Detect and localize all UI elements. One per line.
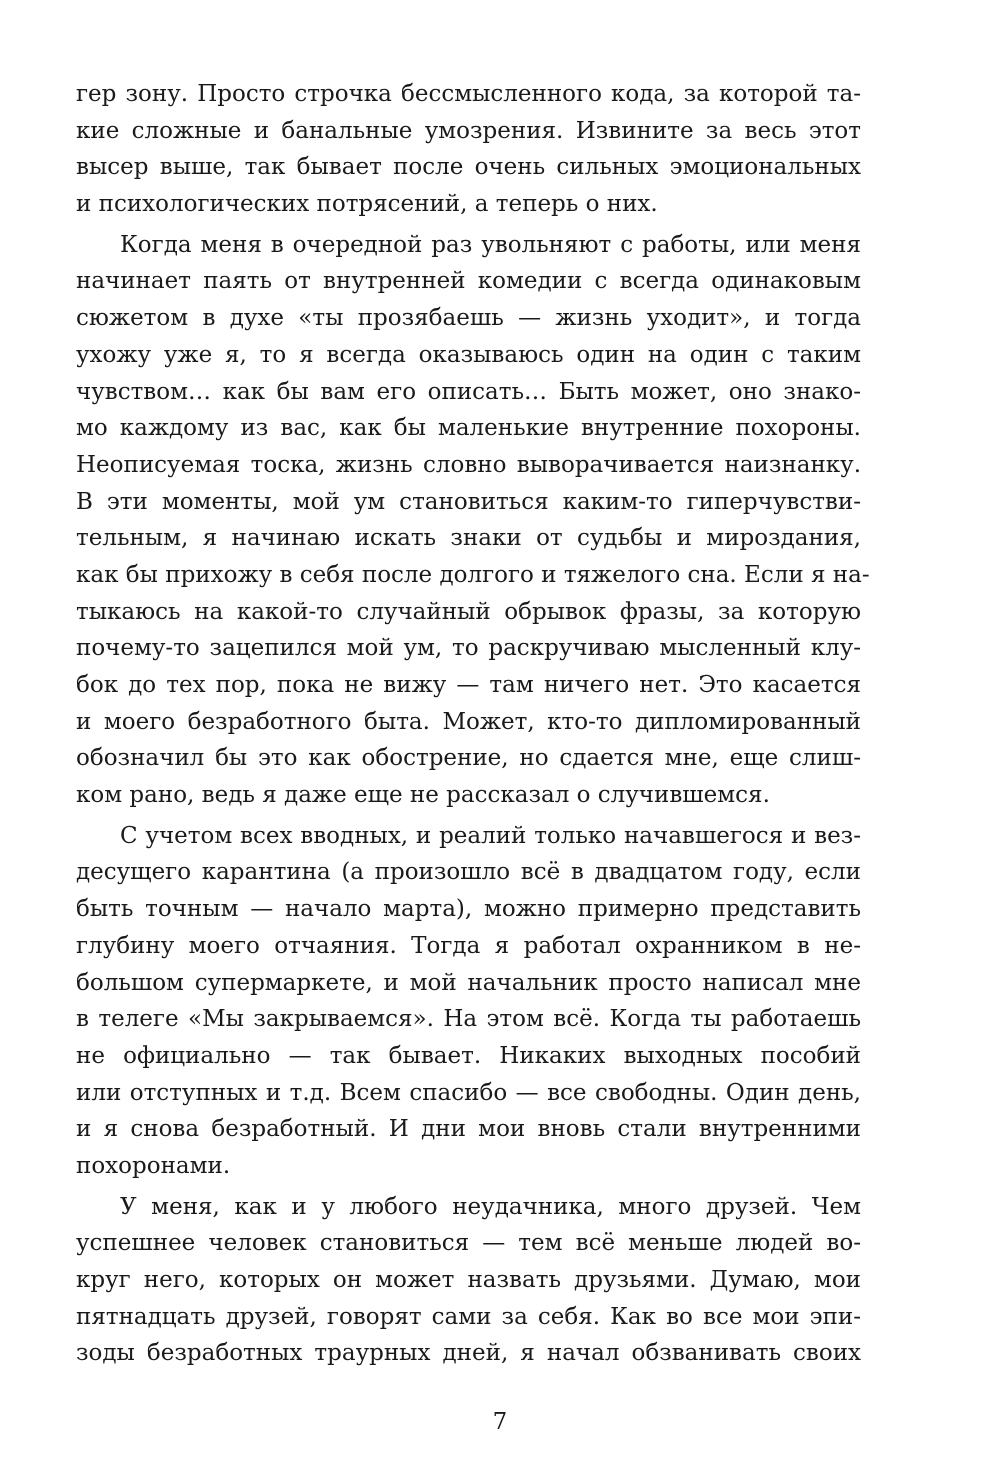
text-line: С учетом всех вводных, и реалий только начавшегося и вез- — [120, 822, 861, 849]
text-line: гер зону. Просто строчка бессмысленного кода, за которой та- — [76, 81, 861, 107]
text-line: в телеге «Мы закрываемся». На этом всё. Когда ты работаешь — [76, 1006, 861, 1033]
text-line: У меня, как и у любого неудачника, много друзей. Чем — [120, 1193, 861, 1220]
text-line: круг него, которых он может назвать друзьями. Думаю, мои — [76, 1267, 861, 1293]
text-line: высер выше, так бывает после очень сильных эмоциональных — [76, 154, 861, 181]
text-line: глубину моего отчаяния. Тогда я работал охранником в не- — [76, 932, 861, 959]
text-line: не официально — так бывает. Никаких выходных пособий — [76, 1042, 861, 1069]
text-line: ком рано, ведь я даже еще не рассказал о случившемся. — [76, 782, 770, 809]
paragraph-1 — [76, 76, 861, 223]
text-line: похоронами. — [76, 1152, 231, 1179]
text-line: большом супермаркете, и мой начальник просто написал мне — [76, 969, 861, 996]
text-line: ухожу уже я, то я всегда оказываюсь один на один с таким — [76, 341, 861, 368]
text-line: Когда меня в очередной раз увольняют с работы, или меня — [120, 231, 861, 258]
page-number: 7 — [492, 1409, 508, 1435]
text-line: зоды безработных траурных дней, я начал обзванивать своих — [76, 1340, 861, 1367]
text-line: мо каждому из вас, как бы маленькие внутренние похороны. — [76, 415, 861, 442]
paragraph-2 — [76, 227, 870, 814]
text-line: и психологических потрясений, а теперь о них. — [76, 191, 658, 218]
text-line: обозначил бы это как обострение, но сдается мне, еще слиш- — [76, 745, 861, 772]
text-line: начинает паять от внутренней комедии с всегда одинаковым — [76, 268, 861, 295]
text-line: тельным, я начинаю искать знаки от судьбы и мироздания, — [76, 525, 861, 552]
text-line: сюжетом в духе «ты прозябаешь — жизнь уходит», и тогда — [76, 305, 861, 332]
body-text — [76, 76, 870, 1372]
text-line: Неописуемая тоска, жизнь словно выворачивается наизнанку. — [76, 451, 861, 478]
text-line: или отступных и т.д. Всем спасибо — все свободны. Один день, — [76, 1079, 861, 1106]
text-line: В эти моменты, мой ум становиться каким-то гиперчувстви- — [76, 488, 861, 515]
text-line: десущего карантина (а произошло всё в двадцатом году, если — [76, 859, 861, 886]
text-line: бок до тех пор, пока не вижу — там ничего нет. Это касается — [76, 672, 861, 698]
text-line: почему-то зацепился мой ум, то раскручиваю мысленный клу- — [76, 635, 861, 662]
text-line: кие сложные и банальные умозрения. Извините за весь этот — [76, 117, 861, 144]
text-line: чувством… как бы вам его описать… Быть может, оно знако- — [76, 378, 861, 405]
text-line: как бы прихожу в себя после долгого и тяжелого сна. Если я на- — [76, 561, 870, 588]
text-line: успешнее человек становиться — тем всё меньше людей во- — [76, 1230, 861, 1257]
paragraph-3 — [76, 818, 861, 1185]
text-line: пятнадцать друзей, говорят сами за себя. Как во все мои эпи- — [76, 1303, 861, 1330]
text-line: и я снова безработный. И дни мои вновь стали внутренними — [76, 1116, 861, 1143]
text-line: быть точным — начало марта), можно примерно представить — [76, 896, 861, 923]
text-line: тыкаюсь на какой-то случайный обрывок фразы, за которую — [76, 598, 861, 625]
text-line: и моего безработного быта. Может, кто-то дипломированный — [76, 708, 861, 735]
paragraph-4 — [76, 1189, 861, 1372]
